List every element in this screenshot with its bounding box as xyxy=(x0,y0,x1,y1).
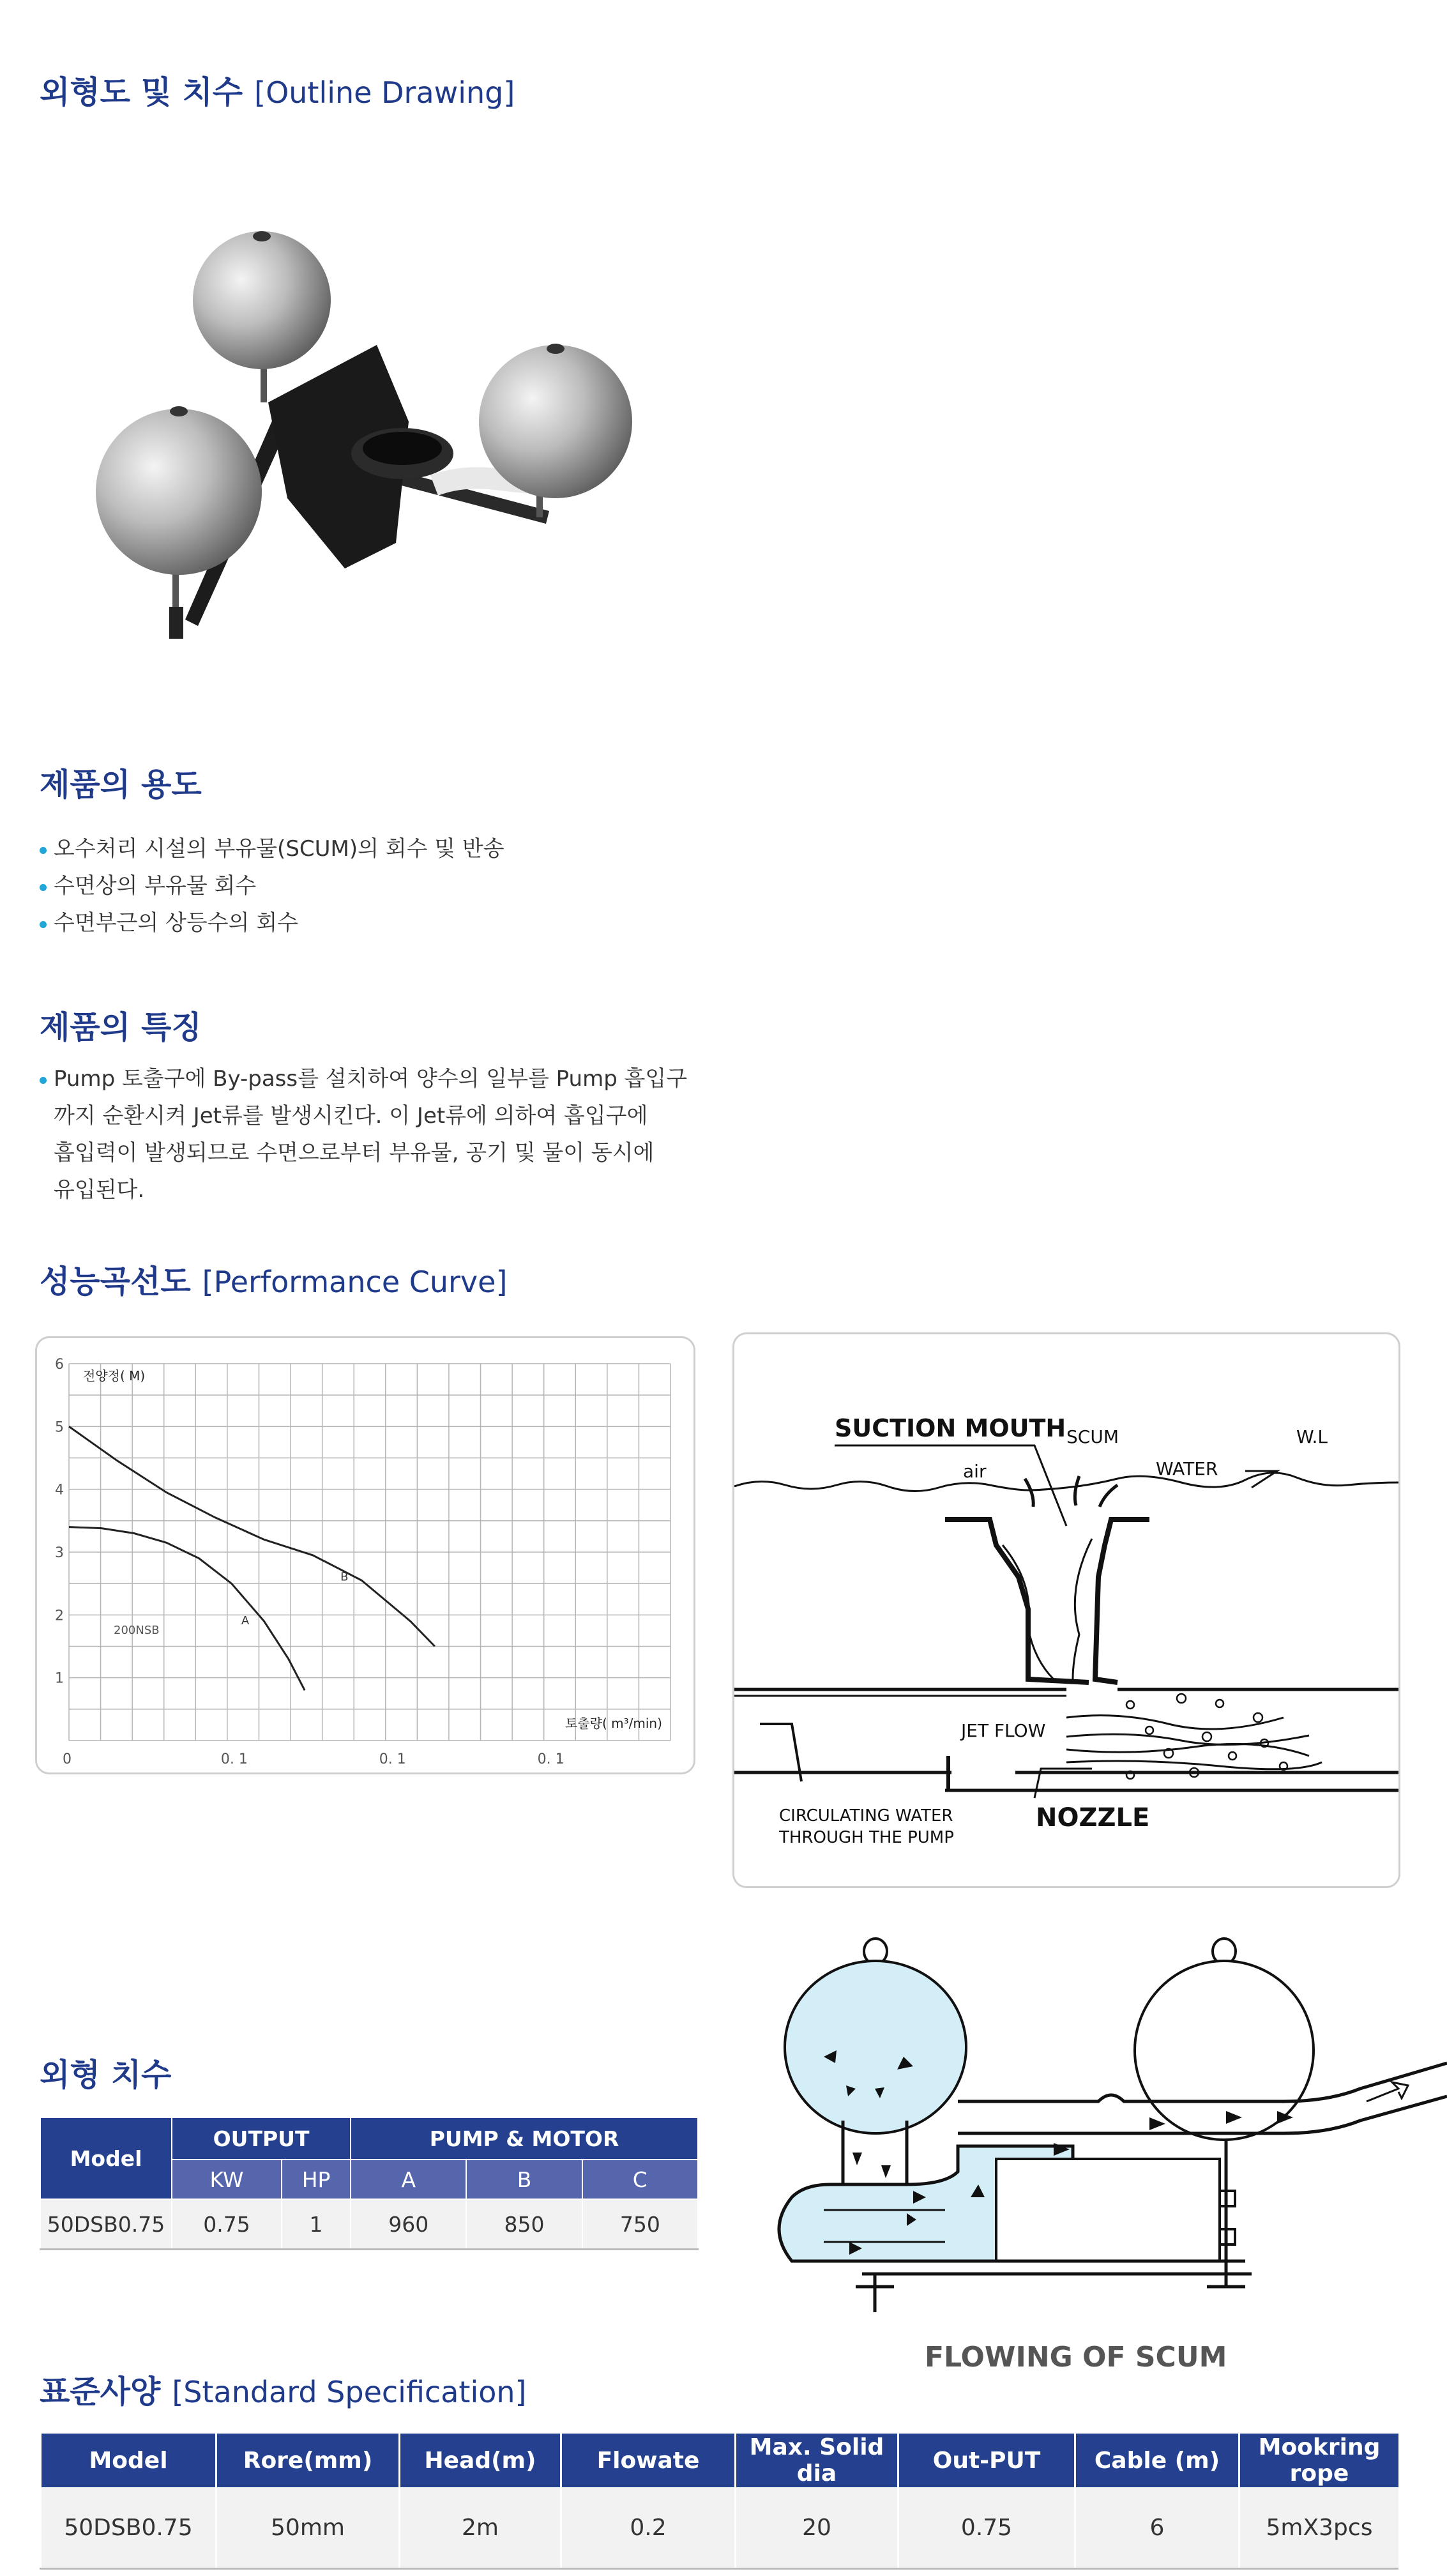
scum-label: SCUM xyxy=(1066,1426,1119,1447)
table-row xyxy=(40,2199,698,2250)
air-label: air xyxy=(963,1461,987,1482)
features-title: 제품의 특징 xyxy=(40,1009,202,1046)
spec-cell-rore: 50mm xyxy=(216,2487,400,2569)
cell-c: 750 xyxy=(582,2199,698,2250)
header-a: A xyxy=(351,2160,466,2199)
flowing-of-scum-caption: FLOWING OF SCUM xyxy=(925,2341,1227,2374)
header-output: OUTPUT xyxy=(172,2117,351,2160)
x-tick-label: 0. 1 xyxy=(379,1751,406,1767)
curve-b xyxy=(69,1426,435,1646)
wl-label: W.L xyxy=(1296,1426,1328,1447)
water-label: WATER xyxy=(1156,1458,1218,1479)
performance-chart-box xyxy=(35,1336,695,1774)
cell-b: 850 xyxy=(466,2199,582,2250)
jet-flow-label: JET FLOW xyxy=(961,1720,1046,1741)
spec-header-flowate: Flowate xyxy=(561,2434,736,2487)
spec-header-output: Out-PUT xyxy=(898,2434,1075,2487)
header-pump-motor: PUMP & MOTOR xyxy=(351,2117,698,2160)
usage-item: 오수처리 시설의 부유물(SCUM)의 회수 및 반송 xyxy=(40,830,504,867)
circulating-water-label: CIRCULATING WATER xyxy=(779,1806,953,1825)
outline-title xyxy=(40,68,515,112)
cell-model: 50DSB0.75 xyxy=(40,2199,172,2250)
pump-product-image xyxy=(77,211,651,658)
header-hp: HP xyxy=(282,2160,351,2199)
through-pump-label: THROUGH THE PUMP xyxy=(779,1828,954,1847)
spec-cell-head: 2m xyxy=(400,2487,561,2569)
dimensions-title: 외형 치수 xyxy=(40,2057,172,2093)
y-tick-label: 5 xyxy=(55,1419,64,1436)
usage-item: 수면부근의 상등수의 회수 xyxy=(40,904,504,941)
y-axis-label: 전양정( M) xyxy=(83,1368,146,1383)
flowing-of-scum-diagram xyxy=(754,1929,1447,2376)
spec-cell-output: 0.75 xyxy=(898,2487,1075,2569)
dimensions-table xyxy=(40,2117,699,2250)
spec-header-rore: Rore(mm) xyxy=(216,2434,400,2487)
y-tick-label: 1 xyxy=(55,1670,64,1687)
x-tick-label: 0. 1 xyxy=(537,1751,564,1767)
cell-kw: 0.75 xyxy=(172,2199,282,2250)
bullet-dot xyxy=(40,1077,47,1084)
usage-item: 수면상의 부유물 회수 xyxy=(40,867,504,904)
y-tick-label: 4 xyxy=(55,1482,64,1498)
suction-mouth-label: SUCTION MOUTH xyxy=(835,1414,1066,1442)
features-line: 까지 순환시켜 Jet류를 발생시킨다. 이 Jet류에 의하여 흡입구에 xyxy=(54,1103,648,1129)
header-kw: KW xyxy=(172,2160,282,2199)
jet-flow-diagram-box xyxy=(732,1332,1400,1888)
spec-cell-model: 50DSB0.75 xyxy=(41,2487,216,2569)
spec-title-en: [Standard Specification] xyxy=(172,2375,527,2409)
jet-flow-diagram xyxy=(734,1334,1398,1886)
performance-title xyxy=(40,1257,507,1302)
outline-title-en: [Outline Drawing] xyxy=(254,75,515,110)
y-tick-label: 6 xyxy=(55,1357,64,1373)
spec-header-solid-dia: Max. Solid dia xyxy=(736,2434,898,2487)
table-row xyxy=(41,2487,1399,2569)
spec-title xyxy=(40,2367,526,2412)
usage-list xyxy=(40,830,504,941)
spec-header-cable: Cable (m) xyxy=(1075,2434,1239,2487)
curve-label-a: A xyxy=(241,1614,250,1628)
spec-cell-solid-dia: 20 xyxy=(736,2487,898,2569)
performance-chart xyxy=(37,1338,693,1772)
model-label: 200NSB xyxy=(114,1623,160,1637)
cell-a: 960 xyxy=(351,2199,466,2250)
spec-cell-rope: 5mX3pcs xyxy=(1239,2487,1399,2569)
curve-label-b: B xyxy=(340,1570,349,1584)
spec-header-model: Model xyxy=(41,2434,216,2487)
x-tick-label: 0 xyxy=(63,1751,72,1767)
spec-title-ko: 표준사양 xyxy=(40,2374,161,2410)
float-ball-right xyxy=(479,345,632,498)
spec-header-head: Head(m) xyxy=(400,2434,561,2487)
header-b: B xyxy=(466,2160,582,2199)
performance-title-en: [Performance Curve] xyxy=(202,1265,508,1299)
spec-cell-flowate: 0.2 xyxy=(561,2487,736,2569)
features-line: 흡입력이 발생되므로 수면으로부터 부유물, 공기 및 물이 동시에 xyxy=(54,1140,655,1166)
float-ball-left xyxy=(96,409,262,575)
features-line: Pump 토출구에 By-pass를 설치하여 양수의 일부를 Pump 흡입구 xyxy=(54,1066,688,1092)
float-ball-top xyxy=(193,231,331,369)
y-tick-label: 2 xyxy=(55,1608,64,1624)
cell-hp: 1 xyxy=(282,2199,351,2250)
usage-title: 제품의 용도 xyxy=(40,766,202,803)
performance-title-ko: 성능곡선도 xyxy=(40,1263,191,1300)
spec-table xyxy=(40,2434,1398,2570)
features-line: 유입된다. xyxy=(54,1177,145,1203)
spec-cell-cable: 6 xyxy=(1075,2487,1239,2569)
features-text xyxy=(40,1060,716,1208)
x-tick-label: 0. 1 xyxy=(220,1751,248,1767)
header-c: C xyxy=(582,2160,698,2199)
spec-header-rope: Mookring rope xyxy=(1239,2434,1399,2487)
curve-a xyxy=(69,1527,305,1691)
header-model: Model xyxy=(40,2117,172,2199)
nozzle-label: NOZZLE xyxy=(1036,1803,1150,1833)
y-tick-label: 3 xyxy=(55,1545,64,1561)
outline-title-ko: 외형도 및 치수 xyxy=(40,74,243,111)
x-axis-label: 토출량( m³/min) xyxy=(565,1716,662,1731)
